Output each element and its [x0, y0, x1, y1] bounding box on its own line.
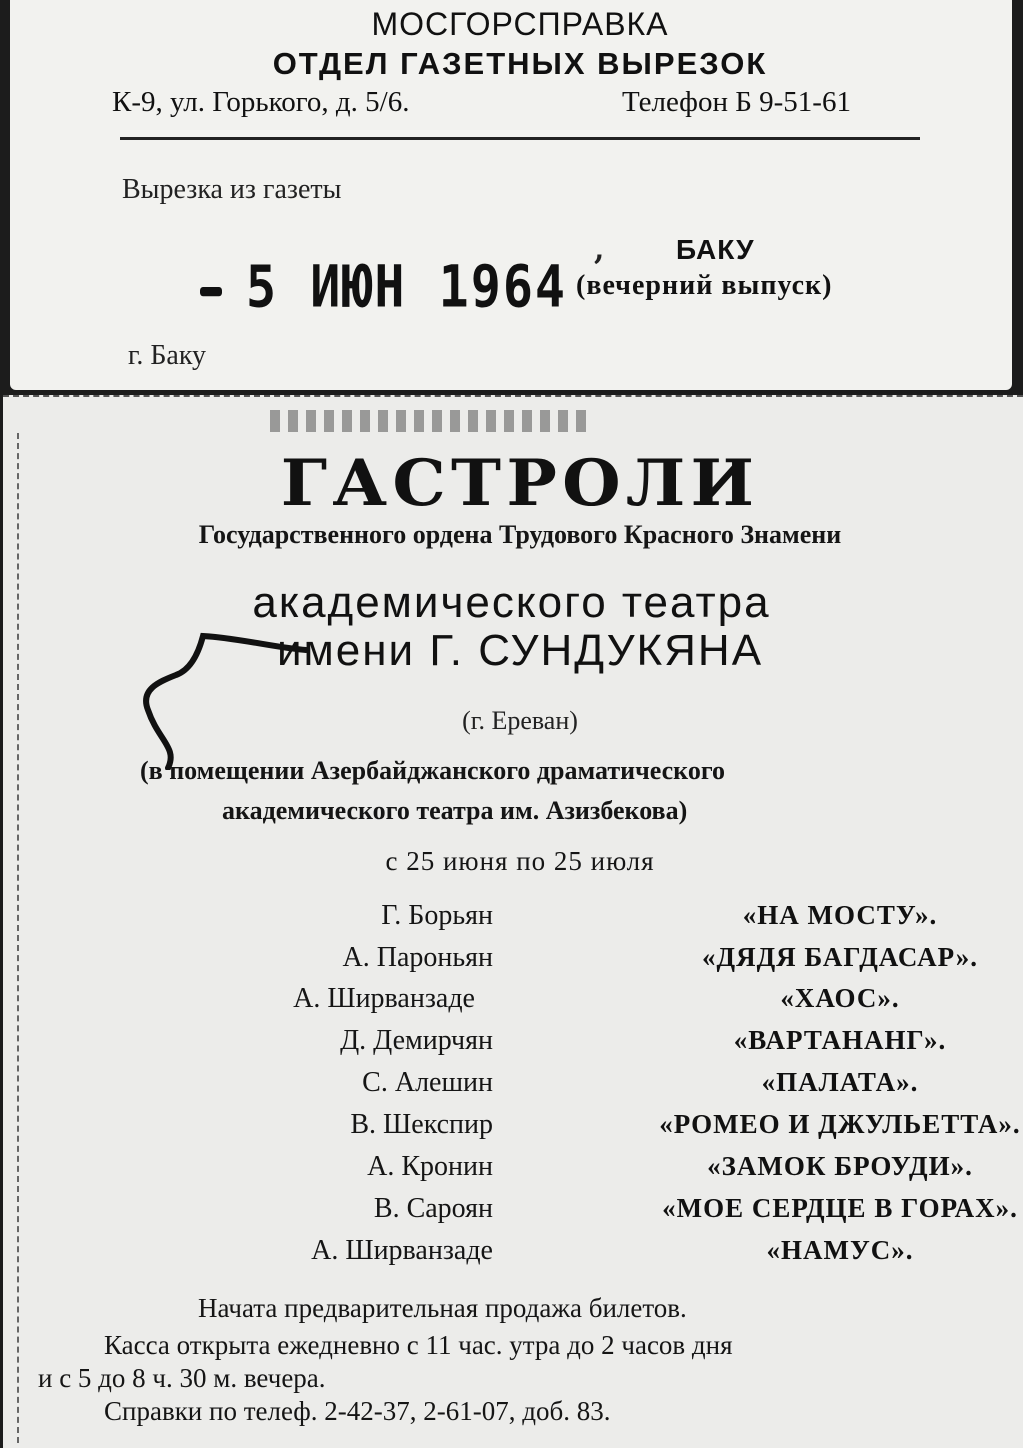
- repertoire-play: «ДЯДЯ БАГДАСАР».: [702, 942, 978, 972]
- repertoire-play: «НА МОСТУ».: [742, 900, 938, 930]
- theatre-name-line2: имени Г. СУНДУКЯНА: [276, 626, 764, 675]
- repertoire-author: С. Алешин: [362, 1067, 493, 1098]
- repertoire-author: В. Шекспир: [350, 1109, 493, 1140]
- clipping-label: Вырезка из газеты: [122, 174, 342, 205]
- newspaper-city: г. Баку: [128, 340, 207, 371]
- stamp-dash-mark: [200, 286, 222, 295]
- theatre-city: (г. Ереван): [462, 706, 578, 735]
- repertoire-item: [0, 983, 1023, 1023]
- repertoire-item: [0, 1109, 1023, 1149]
- repertoire-author: Д. Демирчян: [340, 1025, 493, 1056]
- venue-line1: (в помещении Азербайджанского драматического: [140, 756, 725, 785]
- repertoire-item: [0, 1067, 1023, 1107]
- repertoire-play: «ХАОС».: [780, 983, 900, 1013]
- repertoire-item: [0, 1151, 1023, 1191]
- box-office-hours-line2: и с 5 до 8 ч. 30 м. вечера.: [38, 1363, 326, 1393]
- comma-mark: ,: [594, 232, 605, 267]
- announcement-title: ГАСТРОЛИ: [280, 446, 760, 521]
- repertoire-play: «МОЕ СЕРДЦЕ В ГОРАХ».: [662, 1193, 1018, 1223]
- repertoire-play: «РОМЕО И ДЖУЛЬЕТТА».: [659, 1109, 1021, 1139]
- repertoire-author: В. Сароян: [373, 1193, 493, 1224]
- repertoire-item: [0, 1193, 1023, 1233]
- bureau-phone: Телефон Б 9-51-61: [622, 86, 851, 118]
- handwritten-mark: [128, 630, 308, 770]
- repertoire-author: А. Кронин: [367, 1151, 493, 1182]
- box-office-hours-line1: Касса открыта ежедневно с 11 час. утра до 2 часов дня: [104, 1330, 733, 1360]
- repertoire-author: А. Ширванзаде: [311, 1235, 493, 1266]
- date-stamp: [200, 254, 567, 321]
- repertoire-author: Г. Борьян: [381, 900, 493, 931]
- repertoire-play: «ЗАМОК БРОУДИ».: [707, 1151, 973, 1181]
- info-phones: Справки по телеф. 2-42-37, 2-61-07, доб. 83.: [104, 1396, 611, 1426]
- ticket-sale-note: Начата предварительная продажа билетов.: [198, 1293, 687, 1323]
- department-name: ОТДЕЛ ГАЗЕТНЫХ ВЫРЕЗОК: [272, 46, 768, 81]
- repertoire-item: [0, 900, 1023, 940]
- header-divider: [120, 137, 920, 140]
- theatre-name-line1: академического театра: [252, 578, 771, 627]
- newspaper-name: БАКУ: [676, 234, 755, 265]
- announcement-subtitle: Государственного ордена Трудового Красного Знамени: [198, 520, 842, 549]
- repertoire-item: [0, 942, 1023, 982]
- tour-dates: с 25 июня по 25 июля: [385, 846, 655, 876]
- bleed-through-text: [270, 410, 590, 432]
- bureau-address: К-9, ул. Горького, д. 5/6.: [112, 86, 410, 118]
- repertoire-play: «ВАРТАНАНГ».: [733, 1025, 947, 1055]
- repertoire-item: [0, 1235, 1023, 1275]
- repertoire-play: «НАМУС».: [766, 1235, 914, 1265]
- repertoire-author: А. Ширванзаде: [293, 983, 475, 1014]
- bureau-name: МОСГОРСПРАВКА: [371, 6, 669, 42]
- repertoire-author: А. Пароньян: [342, 942, 493, 973]
- newspaper-edition: (вечерний выпуск): [576, 270, 833, 301]
- repertoire-play: «ПАЛАТА».: [761, 1067, 919, 1097]
- date-stamp-text: 5 ИЮН 1964: [246, 253, 568, 321]
- venue-line2: академического театра им. Азизбекова): [222, 796, 688, 825]
- repertoire-item: [0, 1025, 1023, 1065]
